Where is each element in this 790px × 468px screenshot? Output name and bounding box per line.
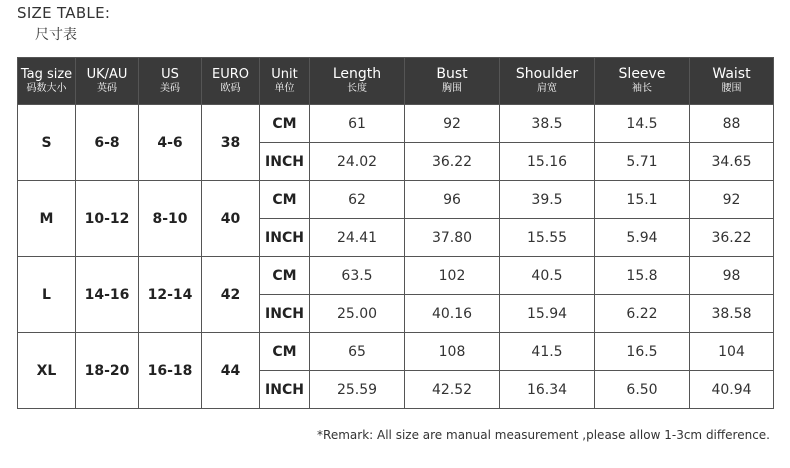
size-table	[17, 57, 774, 409]
tag-size-cell: S	[18, 105, 76, 181]
shoulder-cell: 41.5	[500, 333, 595, 371]
length-cell: 25.00	[310, 295, 405, 333]
table-row	[18, 105, 774, 143]
shoulder-cell: 16.34	[500, 371, 595, 409]
header-us: US 美码	[139, 58, 202, 105]
us-cell: 16-18	[139, 333, 202, 409]
shoulder-cell: 15.16	[500, 143, 595, 181]
us-cell: 8-10	[139, 181, 202, 257]
tag-size-cell: L	[18, 257, 76, 333]
shoulder-cell: 39.5	[500, 181, 595, 219]
length-cell: 65	[310, 333, 405, 371]
waist-cell: 34.65	[690, 143, 774, 181]
unit-cell: INCH	[260, 295, 310, 333]
header-bust: Bust 胸围	[405, 58, 500, 105]
unit-cell: CM	[260, 105, 310, 143]
euro-cell: 44	[202, 333, 260, 409]
shoulder-cell: 38.5	[500, 105, 595, 143]
bust-cell: 96	[405, 181, 500, 219]
sleeve-cell: 16.5	[595, 333, 690, 371]
waist-cell: 98	[690, 257, 774, 295]
header-waist: Waist 腰围	[690, 58, 774, 105]
page-title-cn: 尺寸表	[35, 27, 77, 43]
shoulder-cell: 40.5	[500, 257, 595, 295]
uk-au-cell: 14-16	[76, 257, 139, 333]
length-cell: 24.02	[310, 143, 405, 181]
unit-cell: CM	[260, 333, 310, 371]
sleeve-cell: 5.71	[595, 143, 690, 181]
bust-cell: 42.52	[405, 371, 500, 409]
waist-cell: 40.94	[690, 371, 774, 409]
us-cell: 4-6	[139, 105, 202, 181]
uk-au-cell: 6-8	[76, 105, 139, 181]
table-row	[18, 181, 774, 219]
header-row	[18, 58, 774, 105]
header-tag-size: Tag size 码数大小	[18, 58, 76, 105]
tag-size-cell: XL	[18, 333, 76, 409]
waist-cell: 88	[690, 105, 774, 143]
remark-note: *Remark: All size are manual measurement ,please allow 1-3cm difference.	[317, 428, 770, 442]
unit-cell: INCH	[260, 219, 310, 257]
length-cell: 24.41	[310, 219, 405, 257]
length-cell: 62	[310, 181, 405, 219]
header-uk-au: UK/AU 英码	[76, 58, 139, 105]
unit-cell: CM	[260, 257, 310, 295]
length-cell: 25.59	[310, 371, 405, 409]
waist-cell: 92	[690, 181, 774, 219]
sleeve-cell: 5.94	[595, 219, 690, 257]
header-shoulder: Shoulder 肩宽	[500, 58, 595, 105]
us-cell: 12-14	[139, 257, 202, 333]
bust-cell: 102	[405, 257, 500, 295]
uk-au-cell: 18-20	[76, 333, 139, 409]
sleeve-cell: 6.50	[595, 371, 690, 409]
euro-cell: 42	[202, 257, 260, 333]
table-row	[18, 257, 774, 295]
sleeve-cell: 14.5	[595, 105, 690, 143]
bust-cell: 108	[405, 333, 500, 371]
waist-cell: 38.58	[690, 295, 774, 333]
title-block	[17, 4, 110, 44]
page-title: SIZE TABLE:	[17, 4, 111, 22]
header-sleeve: Sleeve 袖长	[595, 58, 690, 105]
waist-cell: 104	[690, 333, 774, 371]
euro-cell: 40	[202, 181, 260, 257]
header-length: Length 长度	[310, 58, 405, 105]
bust-cell: 37.80	[405, 219, 500, 257]
header-unit: Unit 单位	[260, 58, 310, 105]
unit-cell: INCH	[260, 371, 310, 409]
bust-cell: 92	[405, 105, 500, 143]
shoulder-cell: 15.94	[500, 295, 595, 333]
sleeve-cell: 15.8	[595, 257, 690, 295]
length-cell: 61	[310, 105, 405, 143]
bust-cell: 40.16	[405, 295, 500, 333]
shoulder-cell: 15.55	[500, 219, 595, 257]
waist-cell: 36.22	[690, 219, 774, 257]
table-row	[18, 333, 774, 371]
header-euro: EURO 欧码	[202, 58, 260, 105]
sleeve-cell: 15.1	[595, 181, 690, 219]
unit-cell: CM	[260, 181, 310, 219]
uk-au-cell: 10-12	[76, 181, 139, 257]
sleeve-cell: 6.22	[595, 295, 690, 333]
length-cell: 63.5	[310, 257, 405, 295]
tag-size-cell: M	[18, 181, 76, 257]
bust-cell: 36.22	[405, 143, 500, 181]
unit-cell: INCH	[260, 143, 310, 181]
euro-cell: 38	[202, 105, 260, 181]
